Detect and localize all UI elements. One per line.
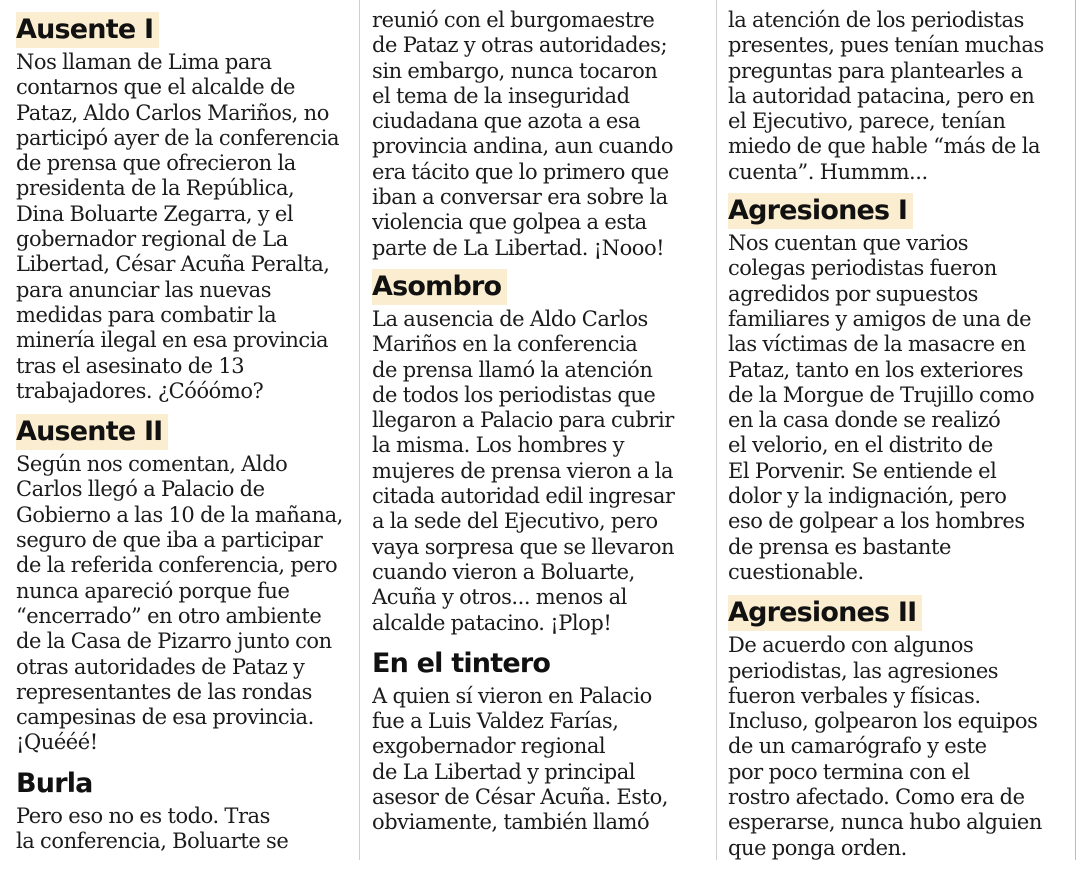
column-divider <box>359 0 360 860</box>
heading-burla: Burla <box>16 767 93 799</box>
heading-agresiones-ii: Agresiones II <box>728 595 922 631</box>
body-asombro: La ausencia de Aldo Carlos Mariños en la conferencia de prensa llamó la atención de todos los periodistas que llegaron a Palacio para cubrir la misma. Los hombres y mujeres de prensa vieron a la citada autoridad edil ingresar a la sede del Ejecutivo, pero vaya sorpresa que se llevaron cuando vieron a Boluarte, Acuña y otros... menos al alcalde patacino. ¡Plop! <box>372 306 675 635</box>
body-tintero-continued: la atención de los periodistas presentes, pues tenían muchas preguntas para plantearles a la autoridad patacina, pero en el Ejecutivo, parece, tenían miedo de que hable “más de la cuenta”. Hummm... <box>728 8 1044 184</box>
body-burla: Pero eso no es todo. Tras la conferencia, Boluarte se <box>16 803 289 854</box>
heading-asombro: Asombro <box>372 269 507 305</box>
body-agresiones-ii: De acuerdo con algunos periodistas, las agresiones fueron verbales y físicas. Incluso, golpearon los equipos de un camarógrafo y este por poco termina con el rostro afectado. Como era de esperarse, nunca hubo alguien que ponga orden. <box>728 633 1042 860</box>
body-burla-continued: reunió con el burgomaestre de Pataz y otras autoridades; sin embargo, nunca tocaron el tema de la inseguridad ciudadana que azota a esa provincia andina, aun cuando era tácito que lo primero que iban a conversar era sobre la violencia que golpea a esta parte de La Libertad. ¡Nooo! <box>372 8 674 260</box>
heading-ausente-i: Ausente I <box>16 12 159 48</box>
column-2 <box>372 8 704 868</box>
body-en-el-tintero: A quien sí vieron en Palacio fue a Luis Valdez Farías, exgobernador regional de La Libertad y principal asesor de César Acuña. Esto, obviamente, también llamó <box>372 683 669 835</box>
body-ausente-i: Nos llaman de Lima para contarnos que el alcalde de Pataz, Aldo Carlos Mariños, no participó ayer de la conferencia de prensa que ofrecieron la presidenta de la República, Dina Boluarte Zegarra, y el gobernador regional de La Libertad, César Acuña Peralta, para anunciar las nuevas medidas para combatir la minería ilegal en esa provincia tras el asesinato de 13 trabajadores. ¿Cóóómo? <box>16 50 340 403</box>
column-1 <box>16 8 348 868</box>
column-3 <box>728 8 1058 868</box>
body-ausente-ii: Según nos comentan, Aldo Carlos llegó a Palacio de Gobierno a las 10 de la mañana, seguro de que iba a participar de la referida conferencia, pero nunca apareció porque fue “encerrado” en otro ambiente de la Casa de Pizarro junto con otras autoridades de Pataz y representantes de las rondas campesinas de esa provincia. ¡Quééé! <box>16 452 343 755</box>
body-agresiones-i: Nos cuentan que varios colegas periodistas fueron agredidos por supuestos familiares y amigos de una de las víctimas de la masacre en Pataz, tanto en los exteriores de la Morgue de Trujillo como en la casa donde se realizó el velorio, en el distrito de El Porvenir. Se entiende el dolor y la indignación, pero eso de golpear a los hombres de prensa es bastante cuestionable. <box>728 231 1035 584</box>
page-edge-rule <box>1075 0 1076 860</box>
heading-ausente-ii: Ausente II <box>16 414 168 450</box>
heading-agresiones-i: Agresiones I <box>728 193 913 229</box>
heading-en-el-tintero: En el tintero <box>372 647 551 679</box>
column-divider <box>716 0 717 860</box>
